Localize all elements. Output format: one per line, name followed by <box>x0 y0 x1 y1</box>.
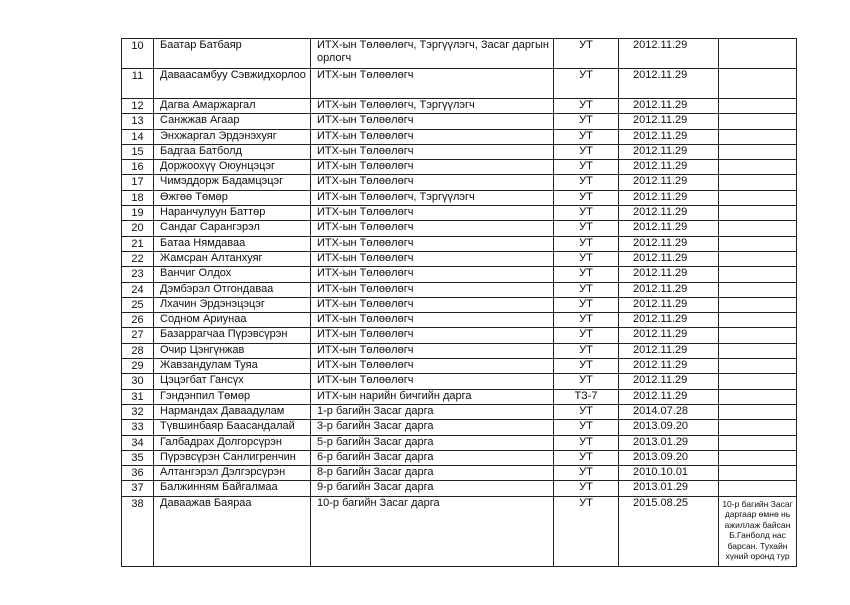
note-cell <box>719 221 797 236</box>
person-name-cell: Өжгөө Төмөр <box>154 190 311 205</box>
person-name-cell: Жавзандулам Туяа <box>154 359 311 374</box>
position-code-cell: УТ <box>554 328 619 343</box>
appointment-date-cell: 2015.08.25 <box>619 496 719 566</box>
person-name-cell: Базаррагчаа Пүрэвсүрэн <box>154 328 311 343</box>
row-number-cell: 22 <box>122 251 154 266</box>
table-row <box>122 374 797 389</box>
position-cell: ИТХ-ын Төлөөлөгч, Тэргүүлэгч, Засаг даргын орлогч <box>311 39 554 69</box>
note-cell <box>719 466 797 481</box>
position-code-cell: УТ <box>554 481 619 496</box>
row-number-cell: 29 <box>122 359 154 374</box>
row-number-cell: 37 <box>122 481 154 496</box>
position-code-cell: УТ <box>554 359 619 374</box>
table-row <box>122 236 797 251</box>
table-row <box>122 389 797 404</box>
table-row <box>122 190 797 205</box>
row-number-cell: 15 <box>122 144 154 159</box>
person-name-cell: Сандаг Сарангэрэл <box>154 221 311 236</box>
table-row <box>122 39 797 69</box>
position-code-cell: УТ <box>554 69 619 99</box>
row-number-cell: 27 <box>122 328 154 343</box>
note-cell <box>719 144 797 159</box>
position-cell: ИТХ-ын Төлөөлөгч <box>311 282 554 297</box>
position-code-cell: УТ <box>554 114 619 129</box>
row-number-cell: 34 <box>122 435 154 450</box>
row-number-cell: 20 <box>122 221 154 236</box>
note-cell <box>719 69 797 99</box>
appointment-date-cell: 2012.11.29 <box>619 328 719 343</box>
table-row <box>122 160 797 175</box>
position-code-cell: УТ <box>554 343 619 358</box>
appointment-date-cell: 2012.11.29 <box>619 297 719 312</box>
row-number-cell: 31 <box>122 389 154 404</box>
staff-table <box>121 38 797 567</box>
position-cell: 8-р багийн Засаг дарга <box>311 466 554 481</box>
note-cell <box>719 420 797 435</box>
note-cell <box>719 328 797 343</box>
position-cell: ИТХ-ын Төлөөлөгч <box>311 114 554 129</box>
person-name-cell: Чимэддорж Бадамцэцэг <box>154 175 311 190</box>
row-number-cell: 18 <box>122 190 154 205</box>
appointment-date-cell: 2010.10.01 <box>619 466 719 481</box>
table-row <box>122 69 797 99</box>
position-cell: ИТХ-ын Төлөөлөгч <box>311 236 554 251</box>
person-name-cell: Гэндэнпил Төмөр <box>154 389 311 404</box>
position-cell: 5-р багийн Засаг дарга <box>311 435 554 450</box>
appointment-date-cell: 2012.11.29 <box>619 160 719 175</box>
table-row <box>122 313 797 328</box>
note-cell <box>719 404 797 419</box>
appointment-date-cell: 2012.11.29 <box>619 267 719 282</box>
appointment-date-cell: 2013.01.29 <box>619 435 719 450</box>
person-name-cell: Энхжаргал Эрдэнэхуяг <box>154 129 311 144</box>
person-name-cell: Батаа Нямдаваа <box>154 236 311 251</box>
person-name-cell: Содном Ариунаа <box>154 313 311 328</box>
note-cell <box>719 282 797 297</box>
staff-table-body <box>122 39 797 567</box>
appointment-date-cell: 2012.11.29 <box>619 175 719 190</box>
position-code-cell: УТ <box>554 435 619 450</box>
row-number-cell: 12 <box>122 99 154 114</box>
appointment-date-cell: 2013.01.29 <box>619 481 719 496</box>
table-row <box>122 267 797 282</box>
table-row <box>122 175 797 190</box>
note-cell <box>719 343 797 358</box>
position-code-cell: ТЗ-7 <box>554 389 619 404</box>
position-code-cell: УТ <box>554 99 619 114</box>
note-cell <box>719 39 797 69</box>
note-cell <box>719 206 797 221</box>
position-code-cell: УТ <box>554 450 619 465</box>
row-number-cell: 10 <box>122 39 154 69</box>
row-number-cell: 32 <box>122 404 154 419</box>
table-row <box>122 221 797 236</box>
position-cell: ИТХ-ын нарийн бичгийн дарга <box>311 389 554 404</box>
table-row <box>122 404 797 419</box>
note-cell: 10-р багийн Засаг даргаар өмнө нь ажиллаж байсан Б.Ганболд нас барсан. Тухайн хүний оронд тур <box>719 496 797 566</box>
position-code-cell: УТ <box>554 144 619 159</box>
person-name-cell: Түвшинбаяр Баасандалай <box>154 420 311 435</box>
position-cell: ИТХ-ын Төлөөлөгч, Тэргүүлэгч <box>311 99 554 114</box>
appointment-date-cell: 2012.11.29 <box>619 69 719 99</box>
appointment-date-cell: 2012.11.29 <box>619 251 719 266</box>
position-code-cell: УТ <box>554 251 619 266</box>
person-name-cell: Наранчулуун Баттөр <box>154 206 311 221</box>
position-cell: ИТХ-ын Төлөөлөгч <box>311 129 554 144</box>
person-name-cell: Даваасамбуу Сэвжидхорлоо <box>154 69 311 99</box>
person-name-cell: Баатар Батбаяр <box>154 39 311 69</box>
row-number-cell: 33 <box>122 420 154 435</box>
position-code-cell: УТ <box>554 297 619 312</box>
appointment-date-cell: 2012.11.29 <box>619 374 719 389</box>
row-number-cell: 24 <box>122 282 154 297</box>
note-cell <box>719 389 797 404</box>
position-cell: 9-р багийн Засаг дарга <box>311 481 554 496</box>
row-number-cell: 13 <box>122 114 154 129</box>
note-cell <box>719 435 797 450</box>
table-row <box>122 466 797 481</box>
position-code-cell: УТ <box>554 129 619 144</box>
position-code-cell: УТ <box>554 175 619 190</box>
note-cell <box>719 450 797 465</box>
person-name-cell: Санжжав Агаар <box>154 114 311 129</box>
appointment-date-cell: 2012.11.29 <box>619 221 719 236</box>
table-row <box>122 450 797 465</box>
position-code-cell: УТ <box>554 404 619 419</box>
position-code-cell: УТ <box>554 313 619 328</box>
position-cell: ИТХ-ын Төлөөлөгч <box>311 206 554 221</box>
appointment-date-cell: 2013.09.20 <box>619 450 719 465</box>
person-name-cell: Цэцэгбат Гансүх <box>154 374 311 389</box>
appointment-date-cell: 2012.11.29 <box>619 389 719 404</box>
person-name-cell: Ванчиг Олдох <box>154 267 311 282</box>
appointment-date-cell: 2012.11.29 <box>619 99 719 114</box>
row-number-cell: 36 <box>122 466 154 481</box>
appointment-date-cell: 2013.09.20 <box>619 420 719 435</box>
position-cell: ИТХ-ын Төлөөлөгч <box>311 328 554 343</box>
table-row <box>122 435 797 450</box>
position-code-cell: УТ <box>554 236 619 251</box>
table-row <box>122 420 797 435</box>
position-cell: ИТХ-ын Төлөөлөгч <box>311 160 554 175</box>
row-number-cell: 23 <box>122 267 154 282</box>
table-row <box>122 282 797 297</box>
position-cell: 1-р багийн Засаг дарга <box>311 404 554 419</box>
position-cell: ИТХ-ын Төлөөлөгч <box>311 175 554 190</box>
person-name-cell: Лхачин Эрдэнэцэцэг <box>154 297 311 312</box>
note-cell <box>719 160 797 175</box>
note-cell <box>719 297 797 312</box>
position-cell: ИТХ-ын Төлөөлөгч <box>311 221 554 236</box>
position-cell: ИТХ-ын Төлөөлөгч, Тэргүүлэгч <box>311 190 554 205</box>
appointment-date-cell: 2012.11.29 <box>619 190 719 205</box>
position-code-cell: УТ <box>554 206 619 221</box>
row-number-cell: 38 <box>122 496 154 566</box>
position-cell: ИТХ-ын Төлөөлөгч <box>311 343 554 358</box>
position-cell: 10-р багийн Засаг дарга <box>311 496 554 566</box>
table-row <box>122 343 797 358</box>
note-cell <box>719 175 797 190</box>
person-name-cell: Пүрэвсүрэн Санлигренчин <box>154 450 311 465</box>
person-name-cell: Доржоохүү Оюунцэцэг <box>154 160 311 175</box>
person-name-cell: Дагва Амаржаргал <box>154 99 311 114</box>
row-number-cell: 21 <box>122 236 154 251</box>
row-number-cell: 11 <box>122 69 154 99</box>
appointment-date-cell: 2012.11.29 <box>619 282 719 297</box>
table-row <box>122 359 797 374</box>
appointment-date-cell: 2012.11.29 <box>619 359 719 374</box>
appointment-date-cell: 2012.11.29 <box>619 144 719 159</box>
row-number-cell: 26 <box>122 313 154 328</box>
appointment-date-cell: 2012.11.29 <box>619 129 719 144</box>
position-cell: ИТХ-ын Төлөөлөгч <box>311 251 554 266</box>
row-number-cell: 25 <box>122 297 154 312</box>
position-code-cell: УТ <box>554 221 619 236</box>
note-cell <box>719 190 797 205</box>
table-row <box>122 297 797 312</box>
appointment-date-cell: 2012.11.29 <box>619 39 719 69</box>
position-cell: ИТХ-ын Төлөөлөгч <box>311 297 554 312</box>
position-code-cell: УТ <box>554 420 619 435</box>
position-code-cell: УТ <box>554 496 619 566</box>
position-cell: ИТХ-ын Төлөөлөгч <box>311 313 554 328</box>
note-cell <box>719 99 797 114</box>
row-number-cell: 30 <box>122 374 154 389</box>
table-row <box>122 129 797 144</box>
person-name-cell: Очир Цэнгүнжав <box>154 343 311 358</box>
table-row <box>122 206 797 221</box>
position-code-cell: УТ <box>554 466 619 481</box>
person-name-cell: Дэмбэрэл Отгондаваа <box>154 282 311 297</box>
row-number-cell: 19 <box>122 206 154 221</box>
person-name-cell: Жамсран Алтанхуяг <box>154 251 311 266</box>
person-name-cell: Нармандах Даваадулам <box>154 404 311 419</box>
table-row <box>122 144 797 159</box>
row-number-cell: 16 <box>122 160 154 175</box>
note-cell <box>719 251 797 266</box>
position-code-cell: УТ <box>554 282 619 297</box>
position-code-cell: УТ <box>554 160 619 175</box>
person-name-cell: Галбадрах Долгорсүрэн <box>154 435 311 450</box>
row-number-cell: 14 <box>122 129 154 144</box>
person-name-cell: Бадгаа Батболд <box>154 144 311 159</box>
note-cell <box>719 236 797 251</box>
table-row <box>122 99 797 114</box>
person-name-cell: Даваажав Баяраа <box>154 496 311 566</box>
note-cell <box>719 359 797 374</box>
position-code-cell: УТ <box>554 374 619 389</box>
appointment-date-cell: 2012.11.29 <box>619 313 719 328</box>
position-cell: ИТХ-ын Төлөөлөгч <box>311 144 554 159</box>
person-name-cell: Балжинням Байгалмаа <box>154 481 311 496</box>
appointment-date-cell: 2012.11.29 <box>619 206 719 221</box>
table-row <box>122 496 797 566</box>
position-cell: ИТХ-ын Төлөөлөгч <box>311 359 554 374</box>
table-row <box>122 481 797 496</box>
table-row <box>122 251 797 266</box>
table-row <box>122 328 797 343</box>
appointment-date-cell: 2014.07.28 <box>619 404 719 419</box>
appointment-date-cell: 2012.11.29 <box>619 236 719 251</box>
appointment-date-cell: 2012.11.29 <box>619 114 719 129</box>
position-code-cell: УТ <box>554 267 619 282</box>
position-cell: ИТХ-ын Төлөөлөгч <box>311 374 554 389</box>
position-code-cell: УТ <box>554 39 619 69</box>
position-cell: ИТХ-ын Төлөөлөгч <box>311 69 554 99</box>
position-cell: ИТХ-ын Төлөөлөгч <box>311 267 554 282</box>
note-cell <box>719 114 797 129</box>
table-row <box>122 114 797 129</box>
position-cell: 3-р багийн Засаг дарга <box>311 420 554 435</box>
note-cell <box>719 267 797 282</box>
position-code-cell: УТ <box>554 190 619 205</box>
person-name-cell: Алтангэрэл Дэлгэрсүрэн <box>154 466 311 481</box>
appointment-date-cell: 2012.11.29 <box>619 343 719 358</box>
position-cell: 6-р багийн Засаг дарга <box>311 450 554 465</box>
note-cell <box>719 313 797 328</box>
row-number-cell: 35 <box>122 450 154 465</box>
note-cell <box>719 374 797 389</box>
row-number-cell: 28 <box>122 343 154 358</box>
row-number-cell: 17 <box>122 175 154 190</box>
note-cell <box>719 129 797 144</box>
note-cell <box>719 481 797 496</box>
